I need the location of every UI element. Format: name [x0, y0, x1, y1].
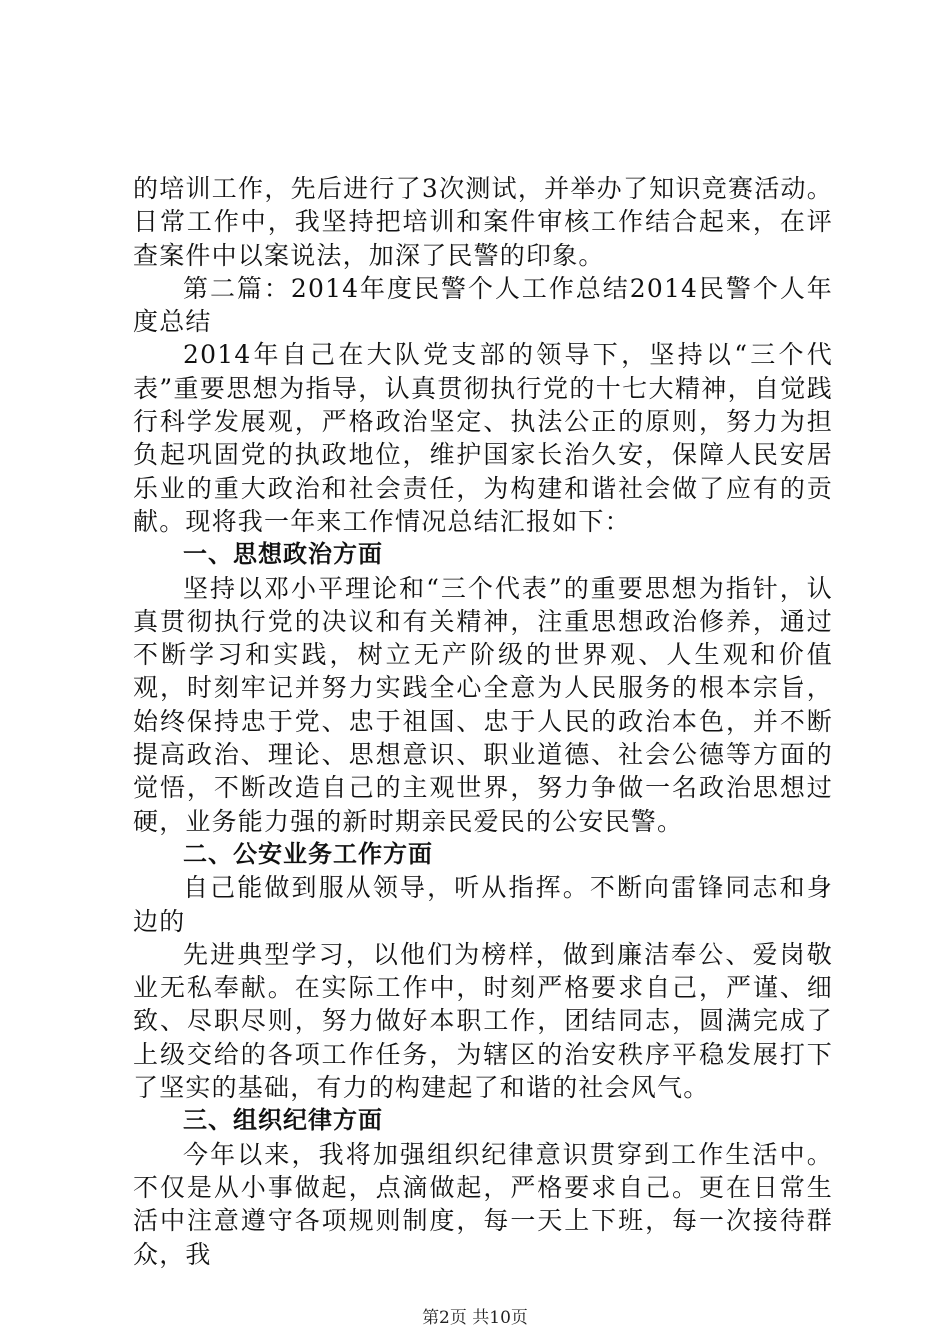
page-number-footer: 第2页 共10页: [422, 1308, 528, 1328]
paragraph-police-work-a: 自己能做到服从领导，听从指挥。不断向雷锋同志和身边的: [133, 873, 833, 936]
heading-discipline: 三、组织纪律方面: [183, 1106, 383, 1135]
paragraph-police-work-b: 先进典型学习，以他们为榜样，做到廉洁奉公、爱岗敬业无私奉献。在实际工作中，时刻严格要求自己，严谨、细致、尽职尽则，努力做好本职工作，团结同志，圆满完成了上级交给的各项工作任务，为辖区的治安秩序平稳发展打下了坚实的基础，有力的构建起了和谐的社会风气。: [133, 939, 833, 1103]
heading-police-work: 二、公安业务工作方面: [183, 839, 433, 868]
section-title-second-article: 第二篇：2014年度民警个人工作总结2014民警个人年度总结: [133, 273, 833, 337]
document-body: [133, 172, 833, 1271]
paragraph-discipline: 今年以来，我将加强组织纪律意识贯穿到工作生活中。不仅是从小事做起，点滴做起，严格要求自己。更在日常生活中注意遵守各项规则制度，每一天上下班，每一次接待群众，我: [133, 1139, 833, 1269]
paragraph-intro: 2014年自己在大队党支部的领导下，坚持以“三个代表”重要思想为指导，认真贯彻执行党的十七大精神，自觉践行科学发展观，严格政治坚定、执法公正的原则，努力为担负起巩固党的执政地位，维护国家长治久安，保障人民安居乐业的重大政治和社会责任，为构建和谐社会做了应有的贡献。现将我一年来工作情况总结汇报如下：: [133, 340, 833, 536]
paragraph-continuation: 的培训工作，先后进行了3次测试，并举办了知识竞赛活动。日常工作中，我坚持把培训和案件审核工作结合起来，在评查案件中以案说法，加深了民警的印象。: [133, 174, 833, 270]
paragraph-ideology-politics: 坚持以邓小平理论和“三个代表”的重要思想为指针，认真贯彻执行党的决议和有关精神，注重思想政治修养，通过不断学习和实践，树立无产阶级的世界观、人生观和价值观，时刻牢记并努力实践全心全意为人民服务的根本宗旨，始终保持忠于党、忠于祖国、忠于人民的政治本色，并不断提高政治、理论、思想意识、职业道德、社会公德等方面的觉悟，不断改造自己的主观世界，努力争做一名政治思想过硬，业务能力强的新时期亲民爱民的公安民警。: [133, 573, 833, 836]
heading-ideology-politics: 一、思想政治方面: [183, 540, 383, 569]
